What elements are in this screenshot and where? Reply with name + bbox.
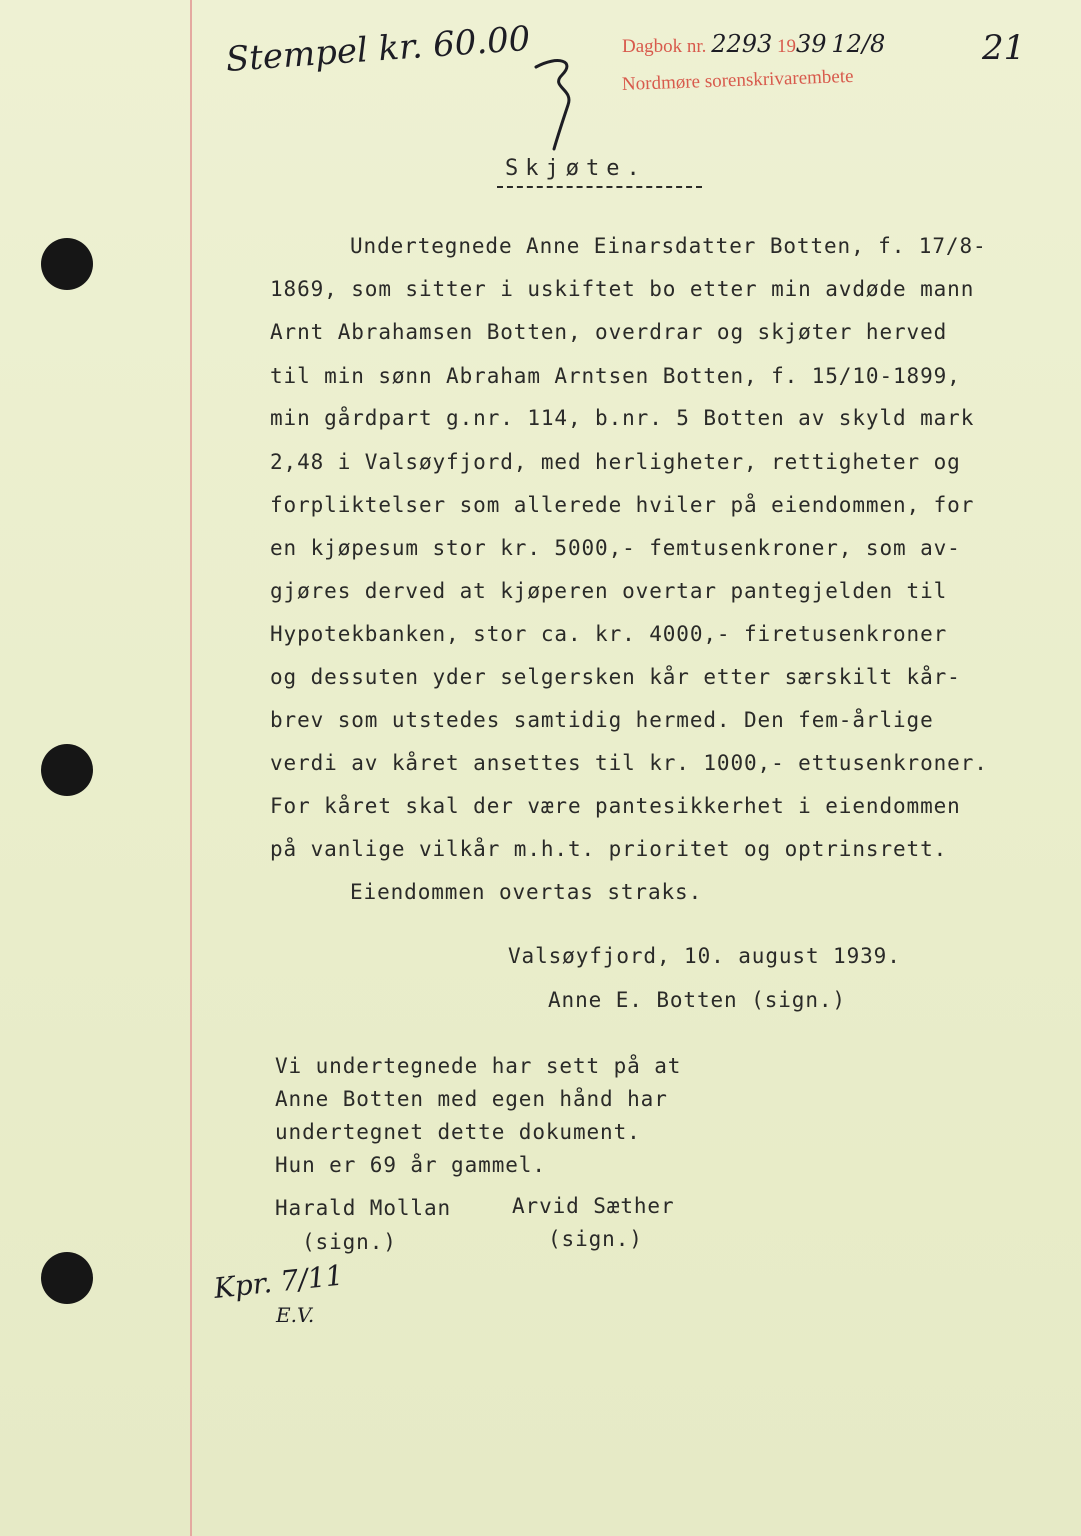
body-line: brev som utstedes samtidig hermed. Den fem-årlige (270, 708, 934, 732)
punch-hole-bottom (41, 1252, 93, 1304)
handwritten-scribble-icon (528, 45, 588, 155)
body-line: 1869, som sitter i uskiftet bo etter min avdøde mann (270, 277, 975, 301)
body-line: og dessuten yder selgersken kår etter særskilt kår- (270, 665, 961, 689)
body-line: Hypotekbanken, stor ca. kr. 4000,- firetusenkroner (270, 622, 948, 646)
body-line: en kjøpesum stor kr. 5000,- femtusenkroner, som av- (270, 536, 961, 560)
signer: Anne E. Botten (sign.) (548, 988, 846, 1012)
body-line: 2,48 i Valsøyfjord, med herligheter, rettigheter og (270, 450, 961, 474)
body-line: Eiendommen overtas straks. (350, 880, 703, 904)
body-line: Undertegnede Anne Einarsdatter Botten, f. 17/8- (350, 234, 987, 258)
stamp-year-prefix: 19 (777, 36, 797, 57)
margin-line (190, 0, 192, 1536)
witness-statement-line: Vi undertegnede har sett på at (275, 1054, 682, 1078)
handwritten-page-number: 21 (982, 28, 1026, 68)
witness-2-sign: (sign.) (548, 1227, 643, 1251)
body-line: forpliktelser som allerede hviler på eiendommen, for (270, 493, 975, 517)
witness-1-name: Harald Mollan (275, 1196, 452, 1220)
body-line: på vanlige vilkår m.h.t. prioritet og optrinsrett. (270, 837, 948, 861)
handwritten-fee-note: Stempel kr. 60.00 (224, 18, 532, 80)
stamp-year: 39 (796, 30, 827, 58)
stamp-number: 2293 (711, 30, 773, 58)
punch-hole-middle (41, 744, 93, 796)
witness-statement-line: Anne Botten med egen hånd har (275, 1087, 668, 1111)
witness-1-sign: (sign.) (302, 1230, 397, 1254)
body-line: til min sønn Abraham Arntsen Botten, f. 15/10-1899, (270, 364, 961, 388)
stamp-date: 12/8 (831, 30, 886, 58)
handwritten-copy-initials: E.V. (276, 1303, 315, 1327)
witness-statement-line: Hun er 69 år gammel. (275, 1153, 546, 1177)
body-line: Arnt Abrahamsen Botten, overdrar og skjøter herved (270, 320, 948, 344)
document-title: Skjøte. (505, 156, 647, 181)
registry-stamp-line-1 (622, 30, 885, 58)
stamp-label: Dagbok nr. (622, 36, 707, 57)
body-line: min gårdpart g.nr. 114, b.nr. 5 Botten av skyld mark (270, 406, 975, 430)
punch-hole-top (41, 238, 93, 290)
witness-2-name: Arvid Sæther (512, 1194, 675, 1218)
registry-stamp-office: Nordmøre sorenskrivarembete (621, 65, 854, 95)
body-line: verdi av kåret ansettes til kr. 1000,- ettusenkroner. (270, 751, 988, 775)
witness-statement-line: undertegnet dette dokument. (275, 1120, 641, 1144)
title-underline (497, 186, 702, 188)
handwritten-copy-note: Kpr. 7/11 (212, 1258, 345, 1305)
body-line: gjøres derved at kjøperen overtar pantegjelden til (270, 579, 948, 603)
body-line: For kåret skal der være pantesikkerhet i eiendommen (270, 794, 961, 818)
place-date: Valsøyfjord, 10. august 1939. (508, 944, 901, 968)
